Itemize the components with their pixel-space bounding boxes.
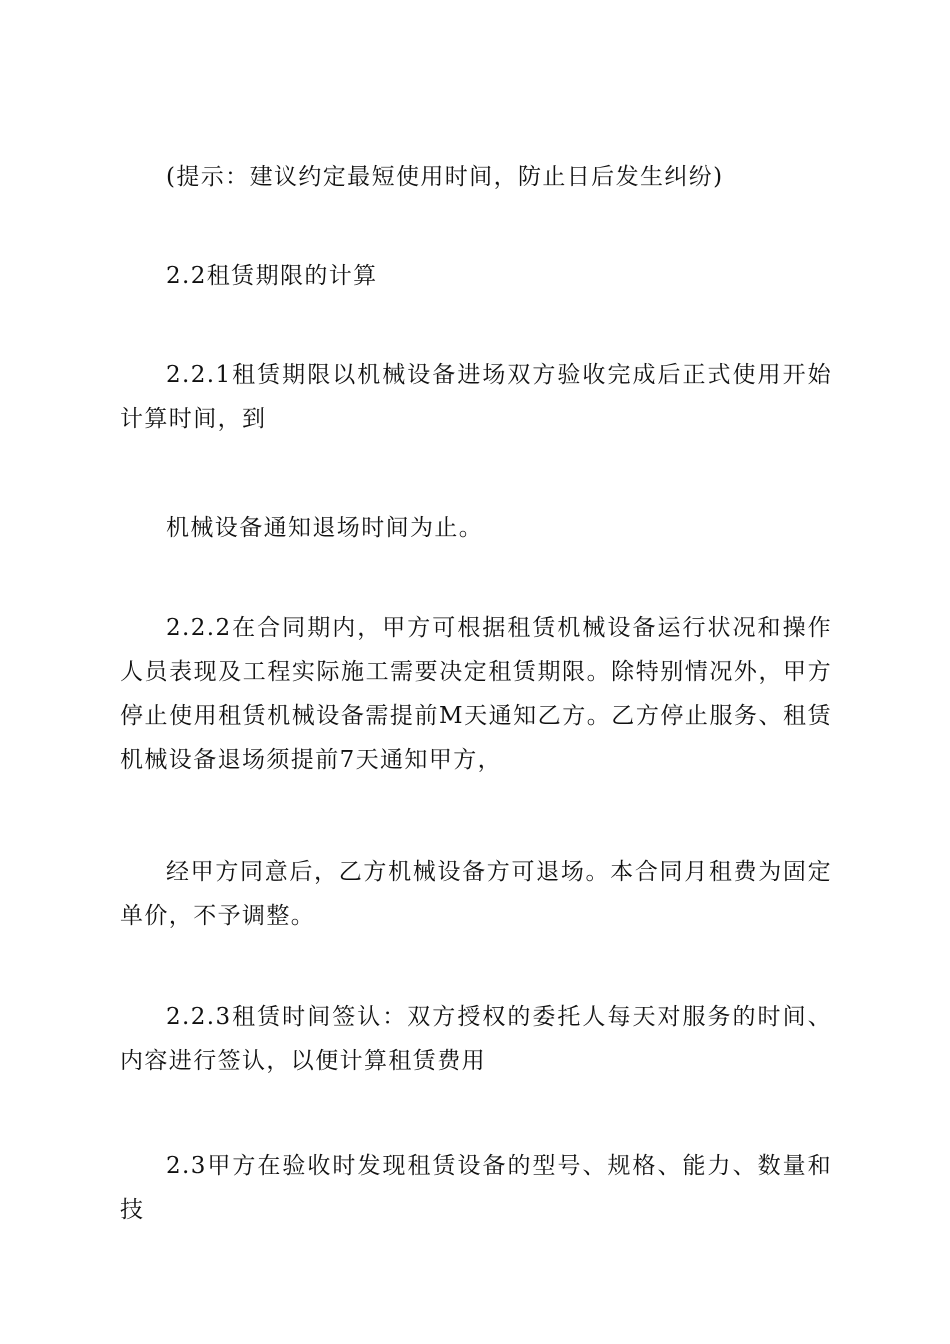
paragraph-2-2-2: 2.2.2在合同期内，甲方可根据租赁机械设备运行状况和操作人员表现及工程实际施工需要决定租赁期限。除特别情况外，甲方停止使用租赁机械设备需提前M天通知乙方。乙方停止服务、租赁机械设备退场须提前7天通知甲方， xyxy=(120,615,832,773)
paragraph-2-2-2-continued: 经甲方同意后，乙方机械设备方可退场。本合同月租费为固定单价，不予调整。 xyxy=(120,859,832,929)
paragraph-2-2-3: 2.2.3租赁时间签认：双方授权的委托人每天对服务的时间、内容进行签认，以便计算租赁费用 xyxy=(120,1004,832,1074)
paragraph-hint: (提示：建议约定最短使用时间，防止日后发生纠纷) xyxy=(166,164,724,190)
paragraph-2-2-1: 2.2.1租赁期限以机械设备进场双方验收完成后正式使用开始计算时间，到 xyxy=(120,362,832,432)
section-heading-2-2: 2.2租赁期限的计算 xyxy=(166,263,378,289)
paragraph-2-2-1-continued: 机械设备通知退场时间为止。 xyxy=(166,515,484,541)
paragraph-2-3: 2.3甲方在验收时发现租赁设备的型号、规格、能力、数量和技 xyxy=(120,1153,832,1223)
